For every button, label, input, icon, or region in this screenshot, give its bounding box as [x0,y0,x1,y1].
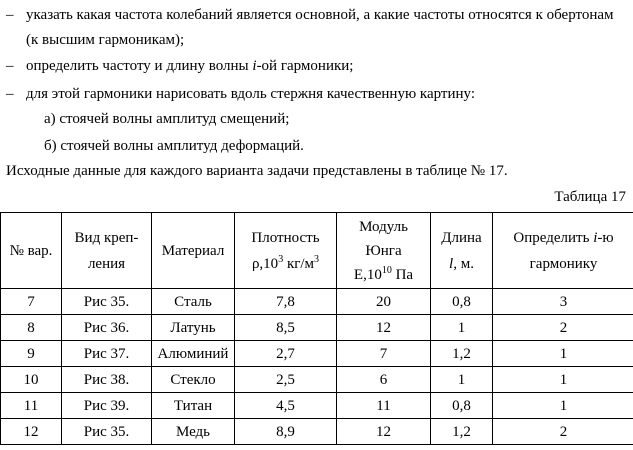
cell-length: 0,8 [431,393,493,419]
header-length-unit: , м. [453,255,474,272]
bullet-dash: – [6,86,14,102]
cell-harmonic: 2 [493,315,633,341]
table-row [1,367,633,393]
header-harmonic-suffix: -ю [597,229,614,246]
cell-density: 2,7 [235,341,337,367]
cell-mount: Рис 36. [62,315,152,341]
cell-harmonic: 1 [493,393,633,419]
header-modulus-line1: Модуль [359,218,408,235]
cell-modulus: 6 [337,367,431,393]
table-row [1,341,633,367]
harmonic-variable: i [252,58,257,74]
cell-material: Стекло [152,367,235,393]
cell-mount: Рис 35. [62,289,152,315]
intro-paragraph: Исходные данные для каждого варианта задачи представлены в таблице № 17. [6,163,508,179]
header-harmonic [493,213,633,289]
bullet-1-text: указать какая частота колебаний является основной, а какие частоты относятся к обертонам [26,7,614,23]
bullet-2-text-end: -ой гармоники; [256,58,354,74]
header-length [431,213,493,289]
cell-length: 1,2 [431,341,493,367]
cell-mount: Рис 39. [62,393,152,419]
cell-harmonic: 3 [493,289,633,315]
bullet-dash: – [6,7,14,23]
header-harmonic-prefix: Определить [513,229,594,246]
table-row [1,315,633,341]
header-material: Материал [152,213,235,289]
header-density-line2 [235,251,336,277]
cell-variant: 11 [1,393,62,419]
cell-mount: Рис 37. [62,341,152,367]
data-table [0,212,633,445]
header-harmonic-variable: i [593,229,598,246]
bullet-3-text: для этой гармоники нарисовать вдоль стержня качественную картину: [26,86,476,102]
bullet-2-text-start: определить частоту и длину волны [26,58,253,74]
header-length-variable: l [449,255,454,272]
cell-variant: 8 [1,315,62,341]
table-row [1,393,633,419]
header-harmonic-line1 [493,225,633,251]
table-row [1,419,633,445]
cell-harmonic: 1 [493,367,633,393]
cell-modulus: 20 [337,289,431,315]
cell-length: 1 [431,367,493,393]
header-modulus-line3 [337,263,430,287]
cell-harmonic: 1 [493,341,633,367]
header-density-exponent: 3 [278,253,284,265]
header-mount-line1: Вид креп- [74,229,139,246]
cell-harmonic: 2 [493,419,633,445]
bullet-1-continuation: (к высшим гармоникам); [26,32,185,48]
cell-variant: 12 [1,419,62,445]
cell-modulus: 11 [337,393,431,419]
cell-density: 4,5 [235,393,337,419]
cell-modulus: 12 [337,419,431,445]
cell-length: 0,8 [431,289,493,315]
header-harmonic-line2: гармонику [529,255,598,272]
header-mount-line2: ления [87,255,126,272]
header-density-unit-exponent: 3 [314,253,320,265]
cell-mount: Рис 38. [62,367,152,393]
cell-material: Медь [152,419,235,445]
header-density [235,213,337,289]
cell-mount: Рис 35. [62,419,152,445]
table-caption: Таблица 17 [554,189,626,205]
header-density-prefix: ρ,10 [251,255,279,272]
table-header-row [1,213,633,289]
cell-variant: 7 [1,289,62,315]
cell-material: Сталь [152,289,235,315]
cell-density: 8,9 [235,419,337,445]
header-length-line1: Длина [441,229,482,246]
header-modulus-prefix: Е,10 [353,266,382,283]
header-length-line2 [431,251,492,277]
cell-density: 2,5 [235,367,337,393]
header-density-line1: Плотность [251,229,320,246]
subitem-b: б) стоячей волны амплитуд деформаций. [44,138,304,154]
cell-density: 8,5 [235,315,337,341]
cell-length: 1,2 [431,419,493,445]
header-modulus-exponent: 10 [381,264,392,276]
bullet-dash: – [6,58,14,74]
cell-modulus: 12 [337,315,431,341]
header-modulus [337,213,431,289]
header-modulus-unit: Па [391,266,414,283]
header-mount [62,213,152,289]
cell-variant: 10 [1,367,62,393]
cell-material: Латунь [152,315,235,341]
table-row [1,289,633,315]
header-density-unit: кг/м [283,255,315,272]
cell-density: 7,8 [235,289,337,315]
header-variant: № вар. [1,213,62,289]
cell-modulus: 7 [337,341,431,367]
cell-variant: 9 [1,341,62,367]
header-modulus-line2: Юнга [365,242,402,259]
cell-material: Алюминий [152,341,235,367]
cell-length: 1 [431,315,493,341]
cell-material: Титан [152,393,235,419]
subitem-a: а) стоячей волны амплитуд смещений; [44,111,290,127]
bullet-2-text [26,57,353,75]
